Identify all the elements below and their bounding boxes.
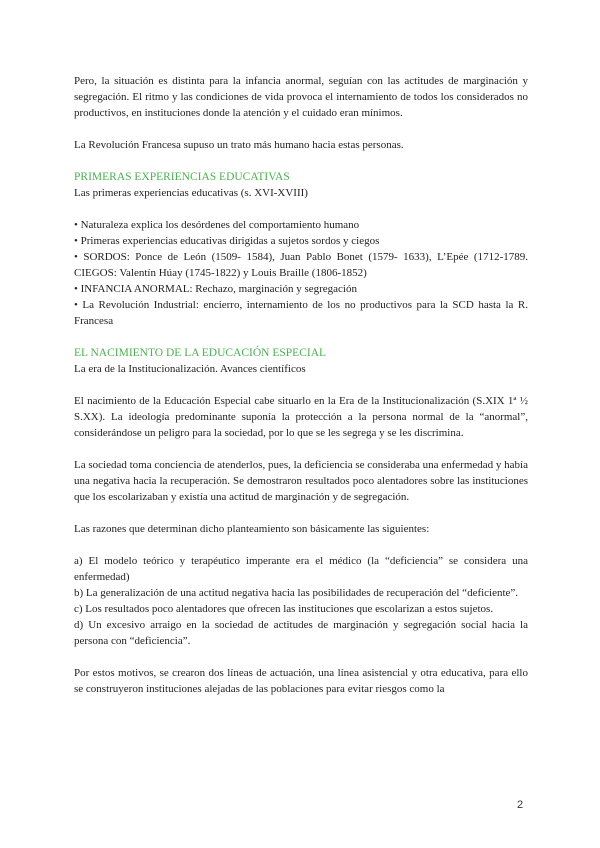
bullet-item: • SORDOS: Ponce de León (1509- 1584), Juan Pablo Bonet (1579- 1633), L’Epée (1712-1789. CIEGOS: Valentín Húay (1745-1822) y Louis Braille (1806-1852) <box>74 251 528 279</box>
page-number: 2 <box>517 799 524 811</box>
section-heading-nacimiento: EL NACIMIENTO DE LA EDUCACIÓN ESPECIAL <box>74 347 327 359</box>
document-page <box>74 73 528 697</box>
reason-item: d) Un excesivo arraigo en la sociedad de actitudes de marginación y segregación social hacia la persona con “deficiencia”. <box>74 619 528 647</box>
bullet-item: • Naturaleza explica los desórdenes del comportamiento humano <box>74 219 360 231</box>
bullet-item: • Primeras experiencias educativas dirigidas a sujetos sordos y ciegos <box>74 235 380 247</box>
body-paragraph: Las razones que determinan dicho planteamiento son básicamente las siguientes: <box>74 523 430 535</box>
section-subtitle-nacimiento: La era de la Institucionalización. Avances científicos <box>74 363 306 375</box>
section-heading-primeras: PRIMERAS EXPERIENCIAS EDUCATIVAS <box>74 171 290 183</box>
revolution-paragraph: La Revolución Francesa supuso un trato más humano hacia estas personas. <box>74 139 404 151</box>
reason-item: b) La generalización de una actitud negativa hacia las posibilidades de recuperación del “deficiente”. <box>74 587 519 599</box>
reason-item: a) El modelo teórico y terapéutico imperante era el médico (la “deficiencia” se considera una enfermedad) <box>74 555 528 583</box>
bullet-item: • INFANCIA ANORMAL: Rechazo, marginación y segregación <box>74 283 357 295</box>
body-paragraph: Por estos motivos, se crearon dos líneas de actuación, una línea asistencial y otra educativa, para ello se construyeron instituciones alejadas de las poblaciones para evitar riesgos como la <box>74 667 528 695</box>
body-paragraph: El nacimiento de la Educación Especial cabe situarlo en la Era de la Institucionalización (S.XIX 1ª ½ S.XX). La ideología predominante suponía la protección a la persona normal de la “anormal”, considerándose un peligro para la sociedad, por lo que se les segrega y se les discrimina. <box>74 395 528 439</box>
bullet-item: • La Revolución Industrial: encierro, internamiento de los no productivos para la SCD hasta la R. Francesa <box>74 299 528 327</box>
intro-paragraph: Pero, la situación es distinta para la infancia anormal, seguían con las actitudes de marginación y segregación. El ritmo y las condiciones de vida provoca el internamiento de todos los considerados no productivos, en instituciones donde la atención y el cuidado eran mínimos. <box>74 75 528 119</box>
section-subtitle-primeras: Las primeras experiencias educativas (s. XVI-XVIII) <box>74 187 308 199</box>
body-paragraph: La sociedad toma conciencia de atenderlos, pues, la deficiencia se consideraba una enfermedad y había una negativa hacia la recuperación. Se demostraron resultados poco alentadores sobre las instituciones que los escolarizaban y existía una actitud de marginación y de segregación. <box>74 459 528 503</box>
reason-item: c) Los resultados poco alentadores que ofrecen las instituciones que escolarizan a estos sujetos. <box>74 603 494 615</box>
